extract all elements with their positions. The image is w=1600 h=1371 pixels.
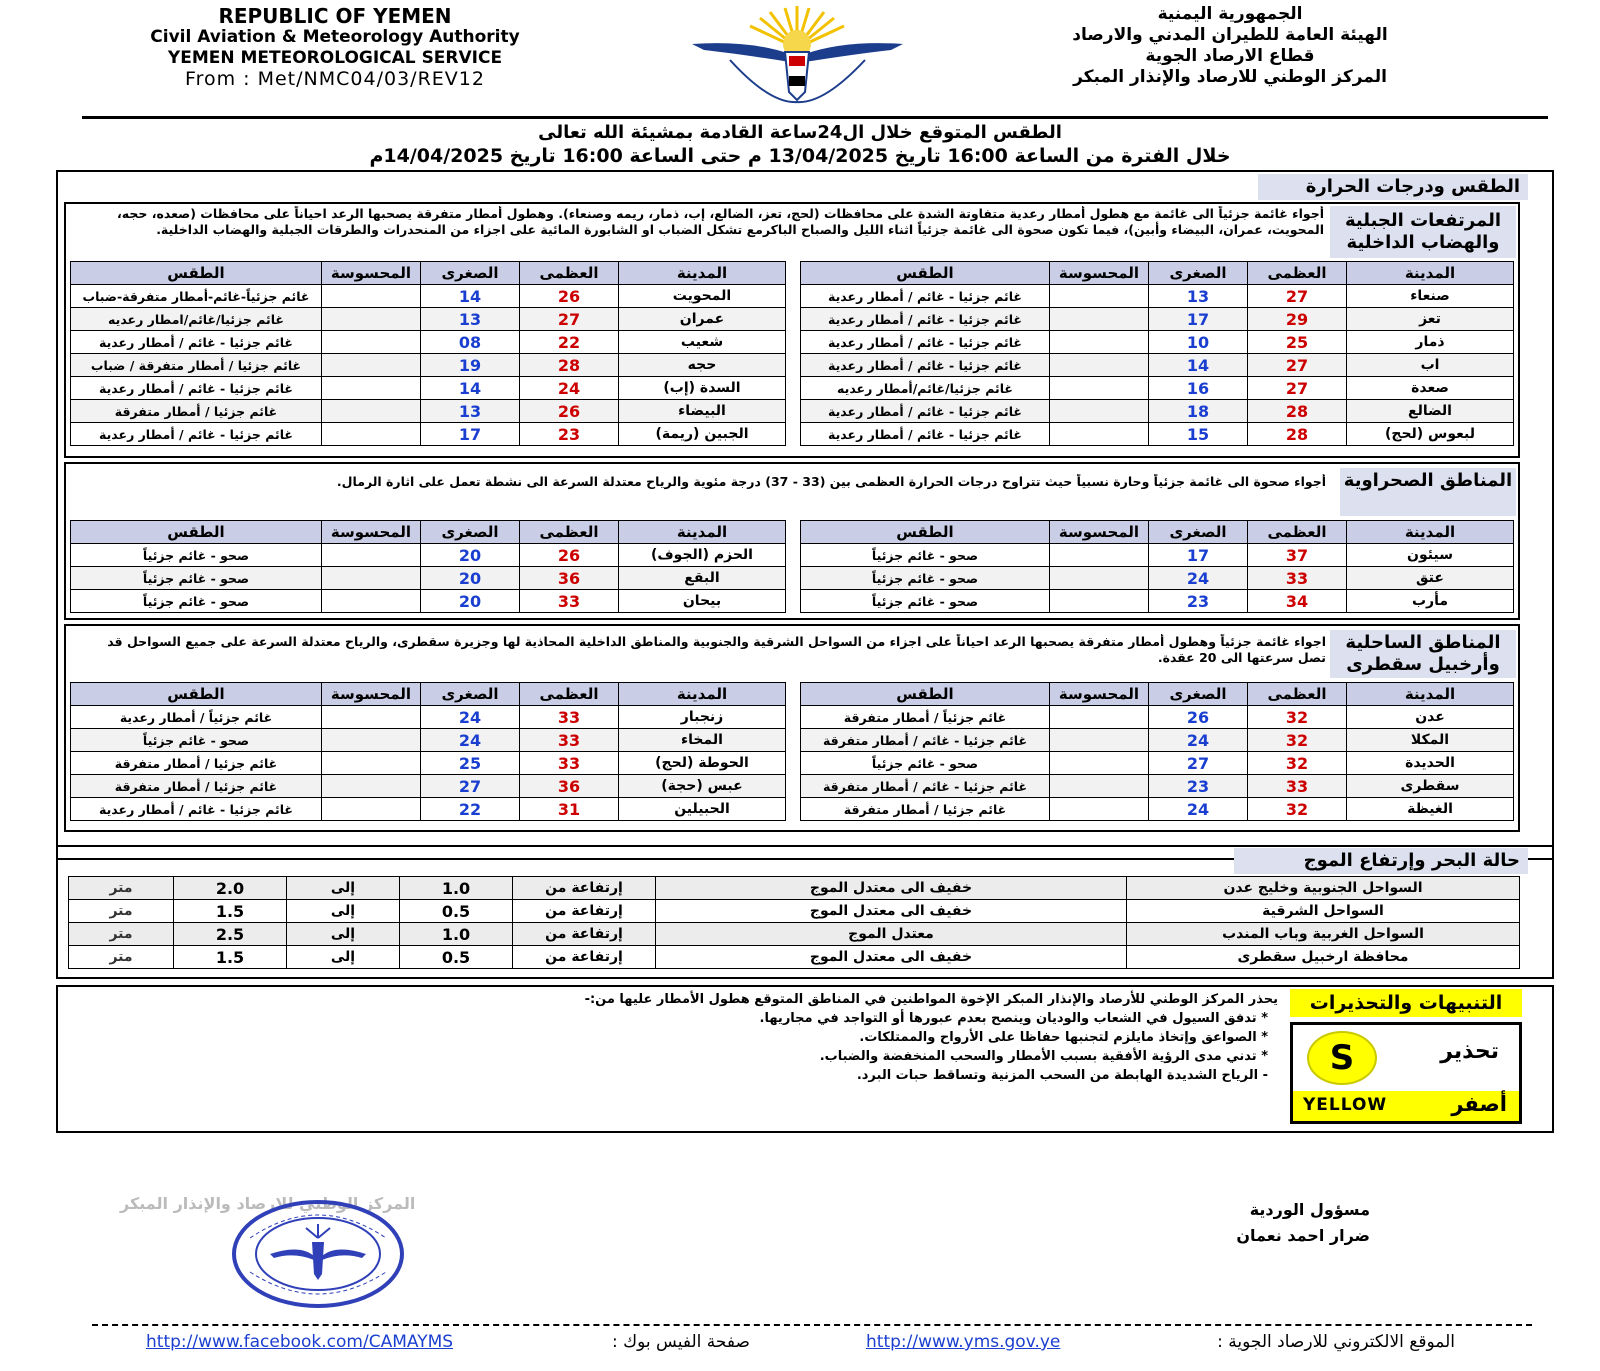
col-weather-header: الطقس — [801, 262, 1050, 285]
max-temp-cell: 33 — [520, 729, 619, 752]
sea-to-label-cell: إلى — [287, 877, 400, 900]
max-temp-cell: 26 — [520, 285, 619, 308]
weather-cell: غائم جزئيا / أمطار متفرقة — [71, 775, 322, 798]
warning-sign-icon: S — [1307, 1031, 1377, 1085]
sea-unit-cell: متر — [69, 923, 174, 946]
feels-cell — [322, 590, 421, 613]
city-cell: صعدة — [1347, 377, 1514, 400]
table-row — [71, 331, 786, 354]
header-en-line-1: REPUBLIC OF YEMEN — [218, 4, 452, 28]
city-cell: ذمار — [1347, 331, 1514, 354]
region-desc-desert: أجواء صحوة الى غائمة جزئياً وحارة نسبياً حيث تتراوح درجات الحرارة العظمى بين (33 - 37) درجة مئوية والرياح معتدلة السرعة الى نشطة تعمل على اثارة الرمال. — [336, 474, 1326, 489]
table-row — [71, 752, 786, 775]
weather-cell: صحو - غائم جزئياً — [71, 567, 322, 590]
table-header-row — [71, 683, 786, 706]
col-max-header: العظمى — [520, 262, 619, 285]
weather-cell: غائم جزئيا - غائم / أمطار رعدية — [801, 285, 1050, 308]
city-cell: سيئون — [1347, 544, 1514, 567]
min-temp-cell: 25 — [421, 752, 520, 775]
sea-to-label-cell: إلى — [287, 923, 400, 946]
forecast-title: الطقس المتوقع خلال ال24ساعة القادمة بمشيئة الله تعالى — [538, 122, 1062, 143]
city-cell: عبس (حجة) — [619, 775, 786, 798]
weather-cell: غائم جزئيا/غائم/أمطار رعديه — [801, 377, 1050, 400]
region-name-coastal: المناطق الساحلية وأرخبيل سقطرى — [1330, 630, 1516, 678]
city-cell: الضالع — [1347, 400, 1514, 423]
table-header-row — [801, 683, 1514, 706]
weather-section-label: الطقس ودرجات الحرارة — [1258, 174, 1528, 200]
table-header-row — [801, 521, 1514, 544]
max-temp-cell: 31 — [520, 798, 619, 821]
weather-cell: غائم جزئياً / أمطار رعدية — [71, 706, 322, 729]
col-max-header: العظمى — [520, 683, 619, 706]
sea-to-value-cell: 2.5 — [174, 923, 287, 946]
feels-cell — [1050, 798, 1149, 821]
min-temp-cell: 14 — [1149, 354, 1248, 377]
city-cell: مأرب — [1347, 590, 1514, 613]
sea-to-value-cell: 2.0 — [174, 877, 287, 900]
table-row — [71, 729, 786, 752]
header-ar-line-3: قطاع الارصاد الجوية — [1145, 46, 1315, 66]
max-temp-cell: 26 — [520, 544, 619, 567]
table-row — [801, 400, 1514, 423]
col-feels-header: المحسوسة — [322, 683, 421, 706]
feels-cell — [322, 331, 421, 354]
city-cell: لبعوس (لحج) — [1347, 423, 1514, 446]
warning-level-ar: أصفر — [1451, 1092, 1507, 1116]
col-min-header: الصغرى — [421, 521, 520, 544]
sea-from-label-cell: إرتفاعة من — [513, 900, 656, 923]
min-temp-cell: 13 — [421, 400, 520, 423]
col-min-header: الصغرى — [1149, 262, 1248, 285]
header-divider — [82, 116, 1548, 119]
header-en-line-3: YEMEN METEOROLOGICAL SERVICE — [167, 48, 503, 68]
min-temp-cell: 26 — [1149, 706, 1248, 729]
table-row — [71, 798, 786, 821]
col-city-header: المدينة — [619, 521, 786, 544]
weather-cell: صحو - غائم جزئياً — [801, 544, 1050, 567]
table-row — [801, 590, 1514, 613]
min-temp-cell: 10 — [1149, 331, 1248, 354]
col-city-header: المدينة — [1347, 683, 1514, 706]
footer-site-link[interactable]: http://www.yms.gov.ye — [866, 1332, 1061, 1352]
max-temp-cell: 28 — [1248, 400, 1347, 423]
sea-unit-cell: متر — [69, 946, 174, 969]
min-temp-cell: 19 — [421, 354, 520, 377]
sea-state-cell: خفيف الى معتدل الموج — [656, 900, 1127, 923]
warning-line: * الصواعق وإتخاذ مايلزم لتجنبها حفاظا على الأرواح والممتلكات. — [859, 1030, 1268, 1045]
min-temp-cell: 24 — [1149, 798, 1248, 821]
table-highlands-right — [800, 261, 1514, 446]
col-feels-header: المحسوسة — [1050, 521, 1149, 544]
table-row — [801, 775, 1514, 798]
min-temp-cell: 22 — [421, 798, 520, 821]
weather-cell: صحو - غائم جزئياً — [71, 544, 322, 567]
city-cell: المكلا — [1347, 729, 1514, 752]
col-city-header: المدينة — [619, 683, 786, 706]
warning-line: - الرياح الشديدة الهابطة من السحب المزنية وتساقط حبات البرد. — [856, 1068, 1268, 1083]
min-temp-cell: 27 — [421, 775, 520, 798]
max-temp-cell: 32 — [1248, 798, 1347, 821]
max-temp-cell: 27 — [1248, 285, 1347, 308]
authority-logo — [690, 4, 905, 104]
warning-line: يحذر المركز الوطني للأرصاد والإنذار المبكر الإخوة المواطنين في المناطق المتوقع هطول الأمطار عليها من:- — [584, 992, 1278, 1007]
weather-cell: غائم جزئياً / أمطار متفرقة — [801, 706, 1050, 729]
min-temp-cell: 24 — [1149, 729, 1248, 752]
region-name-desert: المناطق الصحراوية — [1340, 468, 1516, 516]
city-cell: الحزم (الجوف) — [619, 544, 786, 567]
header-english — [95, 6, 575, 90]
feels-cell — [1050, 423, 1149, 446]
feels-cell — [322, 775, 421, 798]
sea-table — [68, 876, 1520, 969]
weather-cell: غائم جزئيا - غائم / أمطار متفرقة — [801, 729, 1050, 752]
weather-cell: صحو - غائم جزئياً — [71, 729, 322, 752]
min-temp-cell: 17 — [1149, 308, 1248, 331]
min-temp-cell: 23 — [1149, 590, 1248, 613]
table-row — [801, 423, 1514, 446]
min-temp-cell: 20 — [421, 590, 520, 613]
max-temp-cell: 33 — [520, 590, 619, 613]
sea-from-label-cell: إرتفاعة من — [513, 923, 656, 946]
sea-from-label-cell: إرتفاعة من — [513, 877, 656, 900]
warning-line: * تدني مدى الرؤية الأفقية بسبب الأمطار والسحب المنخفضة والضباب. — [819, 1049, 1268, 1064]
city-cell: بيحان — [619, 590, 786, 613]
table-row — [801, 729, 1514, 752]
max-temp-cell: 33 — [1248, 567, 1347, 590]
col-city-header: المدينة — [619, 262, 786, 285]
table-highlands-left — [70, 261, 786, 446]
weather-cell: غائم جزئياً-غائم-أمطار متفرقة-ضباب — [71, 285, 322, 308]
table-row — [71, 590, 786, 613]
min-temp-cell: 15 — [1149, 423, 1248, 446]
weather-cell: غائم جزئيا - غائم / أمطار رعدية — [71, 798, 322, 821]
table-coastal-right — [800, 682, 1514, 821]
feels-cell — [322, 423, 421, 446]
city-cell: الحديدة — [1347, 752, 1514, 775]
min-temp-cell: 20 — [421, 544, 520, 567]
table-row — [71, 354, 786, 377]
city-cell: تعز — [1347, 308, 1514, 331]
city-cell: البيضاء — [619, 400, 786, 423]
table-row — [71, 544, 786, 567]
max-temp-cell: 27 — [1248, 354, 1347, 377]
stamp-header-text: المركز الوطني للارصاد والإنذار المبكر — [120, 1194, 416, 1213]
sea-from-label-cell: إرتفاعة من — [513, 946, 656, 969]
table-row — [801, 377, 1514, 400]
weather-cell: غائم جزئيا - غائم / أمطار رعدية — [801, 308, 1050, 331]
feels-cell — [1050, 729, 1149, 752]
min-temp-cell: 17 — [1149, 544, 1248, 567]
sea-from-value-cell: 0.5 — [400, 900, 513, 923]
feels-cell — [1050, 544, 1149, 567]
min-temp-cell: 14 — [421, 285, 520, 308]
min-temp-cell: 27 — [1149, 752, 1248, 775]
weather-cell: صحو - غائم جزئياً — [71, 590, 322, 613]
min-temp-cell: 14 — [421, 377, 520, 400]
max-temp-cell: 29 — [1248, 308, 1347, 331]
feels-cell — [322, 752, 421, 775]
footer-site-label: الموقع الالكتروني للارصاد الجوية : — [1217, 1332, 1455, 1352]
max-temp-cell: 23 — [520, 423, 619, 446]
min-temp-cell: 13 — [1149, 285, 1248, 308]
weather-cell: صحو - غائم جزئياً — [801, 567, 1050, 590]
min-temp-cell: 24 — [421, 729, 520, 752]
max-temp-cell: 32 — [1248, 729, 1347, 752]
col-weather-header: الطقس — [71, 262, 322, 285]
sea-unit-cell: متر — [69, 900, 174, 923]
city-cell: عتق — [1347, 567, 1514, 590]
forecast-period: خلال الفترة من الساعة 16:00 تاريخ 13/04/2025 م حتى الساعة 16:00 تاريخ 14/04/2025م — [369, 145, 1231, 167]
min-temp-cell: 18 — [1149, 400, 1248, 423]
feels-cell — [322, 377, 421, 400]
max-temp-cell: 36 — [520, 775, 619, 798]
col-max-header: العظمى — [1248, 262, 1347, 285]
feels-cell — [322, 354, 421, 377]
warning-line: * تدفق السيول في الشعاب والوديان وينصح بعدم عبورها أو التواجد في مجاريها. — [759, 1011, 1268, 1026]
city-cell: حجه — [619, 354, 786, 377]
table-row — [71, 285, 786, 308]
min-temp-cell: 23 — [1149, 775, 1248, 798]
max-temp-cell: 25 — [1248, 331, 1347, 354]
weather-cell: غائم جزئيا / أمطار متفرقة / ضباب — [71, 354, 322, 377]
weather-cell: غائم جزئيا - غائم / أمطار رعدية — [71, 423, 322, 446]
weather-cell: غائم جزئيا / أمطار متفرقة — [71, 400, 322, 423]
header-ar-line-4: المركز الوطني للارصاد والإنذار المبكر — [1073, 67, 1387, 87]
table-row — [71, 377, 786, 400]
table-desert-right — [800, 520, 1514, 613]
warning-level-box — [1290, 1022, 1522, 1124]
table-row — [71, 706, 786, 729]
table-row — [71, 400, 786, 423]
sea-to-value-cell: 1.5 — [174, 946, 287, 969]
sea-to-label-cell: إلى — [287, 900, 400, 923]
weather-cell: غائم جزئيا - غائم / أمطار رعدية — [801, 331, 1050, 354]
city-cell: عمران — [619, 308, 786, 331]
sea-row — [69, 900, 1520, 923]
table-row — [801, 706, 1514, 729]
weather-cell: صحو - غائم جزئياً — [801, 590, 1050, 613]
city-cell: عدن — [1347, 706, 1514, 729]
city-cell: زنجبار — [619, 706, 786, 729]
table-row — [801, 285, 1514, 308]
table-header-row — [71, 262, 786, 285]
col-weather-header: الطقس — [71, 521, 322, 544]
footer-fb-link[interactable]: http://www.facebook.com/CAMAYMS — [146, 1332, 454, 1352]
weather-cell: غائم جزئيا/غائم/امطار رعديه — [71, 308, 322, 331]
col-max-header: العظمى — [520, 521, 619, 544]
table-header-row — [71, 521, 786, 544]
table-row — [801, 798, 1514, 821]
table-desert-left — [70, 520, 786, 613]
max-temp-cell: 33 — [520, 752, 619, 775]
feels-cell — [1050, 752, 1149, 775]
sea-row — [69, 923, 1520, 946]
feels-cell — [322, 285, 421, 308]
feels-cell — [322, 400, 421, 423]
sea-from-value-cell: 1.0 — [400, 877, 513, 900]
feels-cell — [322, 308, 421, 331]
weather-cell: غائم جزئيا - غائم / أمطار رعدية — [801, 423, 1050, 446]
table-row — [801, 544, 1514, 567]
max-temp-cell: 24 — [520, 377, 619, 400]
weather-cell: غائم جزئيا - غائم / أمطار رعدية — [71, 331, 322, 354]
feels-cell — [1050, 331, 1149, 354]
city-cell: الغيظة — [1347, 798, 1514, 821]
header-arabic — [1020, 4, 1440, 88]
weather-cell: غائم جزئيا - غائم / أمطار متفرقة — [801, 775, 1050, 798]
col-feels-header: المحسوسة — [1050, 683, 1149, 706]
feels-cell — [1050, 590, 1149, 613]
footer-divider — [92, 1324, 1532, 1326]
sea-state-cell: معتدل الموج — [656, 923, 1127, 946]
min-temp-cell: 08 — [421, 331, 520, 354]
max-temp-cell: 33 — [1248, 775, 1347, 798]
feels-cell — [322, 706, 421, 729]
min-temp-cell: 13 — [421, 308, 520, 331]
feels-cell — [1050, 377, 1149, 400]
col-feels-header: المحسوسة — [1050, 262, 1149, 285]
feels-cell — [322, 544, 421, 567]
city-cell: الحبيلين — [619, 798, 786, 821]
header-ar-line-2: الهيئة العامة للطيران المدني والارصاد — [1072, 25, 1388, 45]
signature-name: ضرار احمد نعمان — [1236, 1226, 1370, 1245]
table-row — [71, 308, 786, 331]
max-temp-cell: 26 — [520, 400, 619, 423]
col-feels-header: المحسوسة — [322, 262, 421, 285]
max-temp-cell: 37 — [1248, 544, 1347, 567]
sea-from-value-cell: 1.0 — [400, 923, 513, 946]
city-cell: البقع — [619, 567, 786, 590]
col-min-header: الصغرى — [421, 683, 520, 706]
city-cell: المحويت — [619, 285, 786, 308]
sea-from-value-cell: 0.5 — [400, 946, 513, 969]
sea-state-cell: خفيف الى معتدل الموج — [656, 946, 1127, 969]
official-stamp — [230, 1198, 406, 1310]
col-min-header: الصغرى — [1149, 521, 1248, 544]
sea-to-label-cell: إلى — [287, 946, 400, 969]
weather-cell: غائم جزئيا - غائم / أمطار رعدية — [801, 354, 1050, 377]
table-row — [71, 567, 786, 590]
max-temp-cell: 36 — [520, 567, 619, 590]
warning-level-label: تحذير — [1440, 1039, 1499, 1064]
city-cell: سقطرى — [1347, 775, 1514, 798]
min-temp-cell: 16 — [1149, 377, 1248, 400]
sea-unit-cell: متر — [69, 877, 174, 900]
table-row — [801, 567, 1514, 590]
sea-row — [69, 877, 1520, 900]
min-temp-cell: 17 — [421, 423, 520, 446]
sea-state-cell: خفيف الى معتدل الموج — [656, 877, 1127, 900]
sea-to-value-cell: 1.5 — [174, 900, 287, 923]
min-temp-cell: 20 — [421, 567, 520, 590]
signature-title: مسؤول الوردية — [1249, 1200, 1370, 1219]
col-min-header: الصغرى — [421, 262, 520, 285]
max-temp-cell: 32 — [1248, 706, 1347, 729]
col-weather-header: الطقس — [71, 683, 322, 706]
feels-cell — [1050, 775, 1149, 798]
sea-area-cell: السواحل الغربية وباب المندب — [1127, 923, 1520, 946]
feels-cell — [1050, 400, 1149, 423]
table-row — [71, 775, 786, 798]
feels-cell — [1050, 567, 1149, 590]
header-en-line-2: Civil Aviation & Meteorology Authority — [150, 27, 520, 47]
table-row — [801, 331, 1514, 354]
min-temp-cell: 24 — [421, 706, 520, 729]
max-temp-cell: 32 — [1248, 752, 1347, 775]
col-city-header: المدينة — [1347, 521, 1514, 544]
feels-cell — [1050, 354, 1149, 377]
weather-cell: غائم جزئيا / أمطار متفرقة — [71, 752, 322, 775]
sea-area-cell: السواحل الجنوبية وخليج عدن — [1127, 877, 1520, 900]
col-max-header: العظمى — [1248, 521, 1347, 544]
feels-cell — [322, 567, 421, 590]
feels-cell — [1050, 285, 1149, 308]
max-temp-cell: 28 — [1248, 423, 1347, 446]
city-cell: صنعاء — [1347, 285, 1514, 308]
max-temp-cell: 22 — [520, 331, 619, 354]
min-temp-cell: 24 — [1149, 567, 1248, 590]
weather-cell: غائم جزئيا / أمطار متفرقة — [801, 798, 1050, 821]
max-temp-cell: 33 — [520, 706, 619, 729]
city-cell: الحوطة (لحج) — [619, 752, 786, 775]
sea-row — [69, 946, 1520, 969]
city-cell: السدة (إب) — [619, 377, 786, 400]
table-row — [801, 354, 1514, 377]
sea-section-label: حالة البحر وإرتفاع الموج — [1234, 848, 1528, 874]
sea-area-cell: محافظة ارخبيل سقطرى — [1127, 946, 1520, 969]
warning-level-bar — [1293, 1091, 1519, 1121]
city-cell: المخاء — [619, 729, 786, 752]
feels-cell — [322, 729, 421, 752]
region-desc-coastal: اجواء غائمة جزئياً وهطول أمطار متفرقة يصحبها الرعد احياناً على اجزاء من السواحل الشرقية والجنوبية والمناطق الداخلية المحاذية لها وجزيرة سقطرى، والرياح معتدلة السرعة على جميع السواحل قد تصل سرعتها الى 20 عقدة. — [107, 634, 1326, 665]
feels-cell — [1050, 308, 1149, 331]
city-cell: اب — [1347, 354, 1514, 377]
city-cell: شعيب — [619, 331, 786, 354]
col-max-header: العظمى — [1248, 683, 1347, 706]
warnings-text — [260, 990, 1278, 1085]
max-temp-cell: 27 — [1248, 377, 1347, 400]
col-weather-header: الطقس — [801, 521, 1050, 544]
sea-area-cell: السواحل الشرقية — [1127, 900, 1520, 923]
warnings-title: التنبيهات والتحذيرات — [1290, 989, 1522, 1017]
table-row — [801, 308, 1514, 331]
table-header-row — [801, 262, 1514, 285]
col-min-header: الصغرى — [1149, 683, 1248, 706]
col-feels-header: المحسوسة — [322, 521, 421, 544]
max-temp-cell: 27 — [520, 308, 619, 331]
city-cell: الجبين (ريمة) — [619, 423, 786, 446]
table-coastal-left — [70, 682, 786, 821]
weather-cell: غائم جزئيا - غائم / أمطار رعدية — [71, 377, 322, 400]
col-weather-header: الطقس — [801, 683, 1050, 706]
col-city-header: المدينة — [1347, 262, 1514, 285]
header-ar-line-1: الجمهورية اليمنية — [1157, 4, 1303, 24]
table-row — [71, 423, 786, 446]
table-row — [801, 752, 1514, 775]
region-name-highlands: المرتفعات الجبلية والهضاب الداخلية — [1330, 206, 1516, 258]
max-temp-cell: 34 — [1248, 590, 1347, 613]
weather-cell: غائم جزئيا - غائم / أمطار رعدية — [801, 400, 1050, 423]
footer-fb-label: صفحة الفيس بوك : — [612, 1332, 750, 1352]
feels-cell — [1050, 706, 1149, 729]
weather-cell: صحو - غائم جزئياً — [801, 752, 1050, 775]
header-en-line-4: From : Met/NMC04/03/REV12 — [185, 68, 485, 90]
warning-level-en: YELLOW — [1303, 1095, 1388, 1115]
region-desc-highlands: أجواء غائمة جزئياً الى غائمة مع هطول أمطار رعدية متفاوتة الشدة على محافظات (لحج، تعز، الضالع، إب، ذمار، ريمه وصنعاء). وهطول أمطار متفرقة يصحبها الرعد احياناً على محافظات (صعده، حجه، المحويت، عمران، البيضاء وأبين)، فيما تكون صحوة الى غائمة جزئياً اثناء الليل والصباح الباكرمع تشكل الضباب او الشابورة المائية على اجزاء من المنحدرات والطرقات الجبلية والهضاب الداخلية. — [117, 206, 1324, 237]
feels-cell — [322, 798, 421, 821]
max-temp-cell: 28 — [520, 354, 619, 377]
